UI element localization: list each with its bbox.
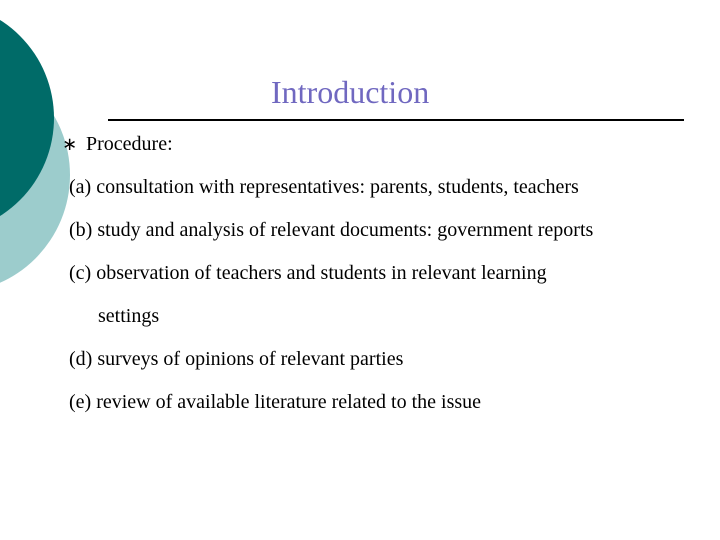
bullet-text: Procedure: bbox=[86, 133, 173, 155]
bullet-procedure bbox=[62, 130, 173, 159]
list-item-b: (b) study and analysis of relevant documents: government reports bbox=[69, 219, 594, 241]
slide-title: Introduction bbox=[271, 74, 430, 110]
list-item-c: (c) observation of teachers and students in relevant learning bbox=[69, 262, 547, 284]
list-item-a: (a) consultation with representatives: parents, students, teachers bbox=[69, 176, 579, 198]
list-item-c-continuation: settings bbox=[98, 305, 160, 327]
asterisk-bullet-icon: ∗ bbox=[62, 134, 78, 155]
list-item-d: (d) surveys of opinions of relevant parties bbox=[69, 348, 404, 370]
list-item-e: (e) review of available literature related to the issue bbox=[69, 391, 482, 413]
title-underline bbox=[108, 119, 684, 121]
